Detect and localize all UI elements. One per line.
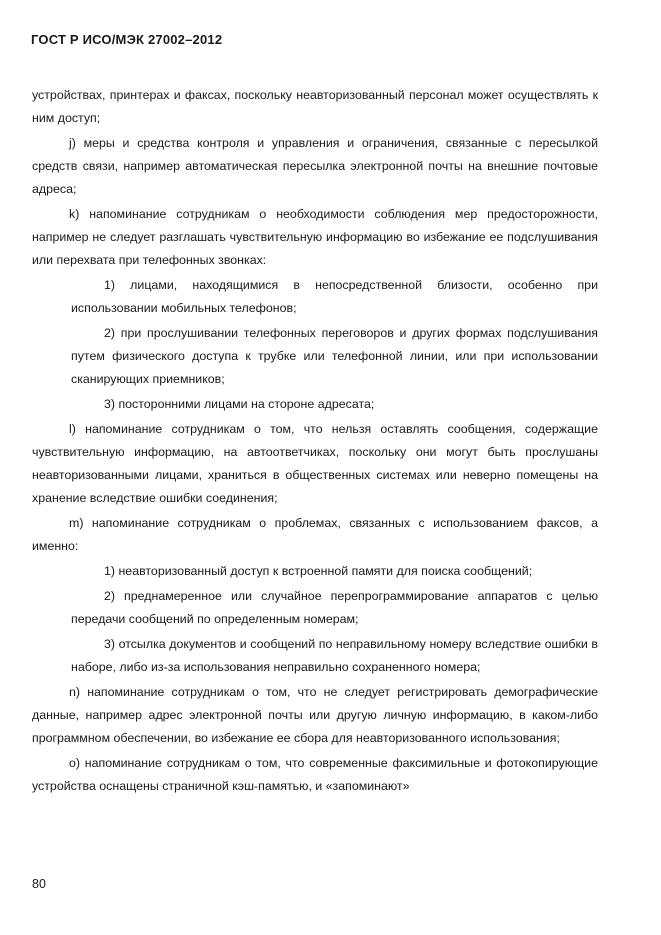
list-item-m: m) напоминание сотрудникам о проблемах, связанных с использованием факсов, а именно: xyxy=(32,516,598,553)
list-item-m-1: 1) неавторизованный доступ к встроенной памяти для поиска сообщений; xyxy=(104,564,533,578)
document-header: ГОСТ Р ИСО/МЭК 27002–2012 xyxy=(31,32,223,47)
list-item-k-1: 1) лицами, находящимися в непосредственной близости, особенно при использовании мобильных телефонов; xyxy=(71,278,598,315)
document-body xyxy=(32,84,598,800)
list-item-o: o) напоминание сотрудникам о том, что современные факсимильные и фотокопирующие устройства оснащены страничной кэш-памятью, и «запоминают» xyxy=(32,756,598,793)
list-item-k-2: 2) при прослушивании телефонных переговоров и других формах подслушивания путем физического доступа к трубке или телефонной линии, или при использовании сканирующих приемников; xyxy=(71,326,598,386)
list-item-j: j) меры и средства контроля и управления и ограничения, связанные с пересылкой средств связи, например автоматическая пересылка электронной почты на внешние почтовые адреса; xyxy=(32,136,598,196)
page-number: 80 xyxy=(32,877,46,891)
list-item-m-3: 3) отсылка документов и сообщений по неправильному номеру вследствие ошибки в наборе, либо из-за использования неправильно сохраненного номера; xyxy=(71,637,598,674)
list-item-n: n) напоминание сотрудникам о том, что не следует регистрировать демографические данные, например адрес электронной почты или другую личную информацию, в каком-либо программном обеспечении, во избежание ее сбора для неавторизованного использования; xyxy=(32,685,598,745)
paragraph-continuation: устройствах, принтерах и факсах, поскольку неавторизованный персонал может осуществлять к ним доступ; xyxy=(32,88,598,125)
list-item-k: k) напоминание сотрудникам о необходимости соблюдения мер предосторожности, например не следует разглашать чувствительную информацию во избежание ее подслушивания или перехвата при телефонных звонках: xyxy=(32,207,598,267)
list-item-l: l) напоминание сотрудникам о том, что нельзя оставлять сообщения, содержащие чувствительную информацию, на автоответчиках, поскольку они могут быть прослушаны неавторизованными лицами, храниться в общественных системах или неверно помещены на хранение вследствие ошибки соединения; xyxy=(32,422,598,505)
list-item-m-2: 2) преднамеренное или случайное перепрограммирование аппаратов с целью передачи сообщений по определенным номерам; xyxy=(71,589,598,626)
list-item-k-3: 3) посторонними лицами на стороне адресата; xyxy=(104,397,375,411)
